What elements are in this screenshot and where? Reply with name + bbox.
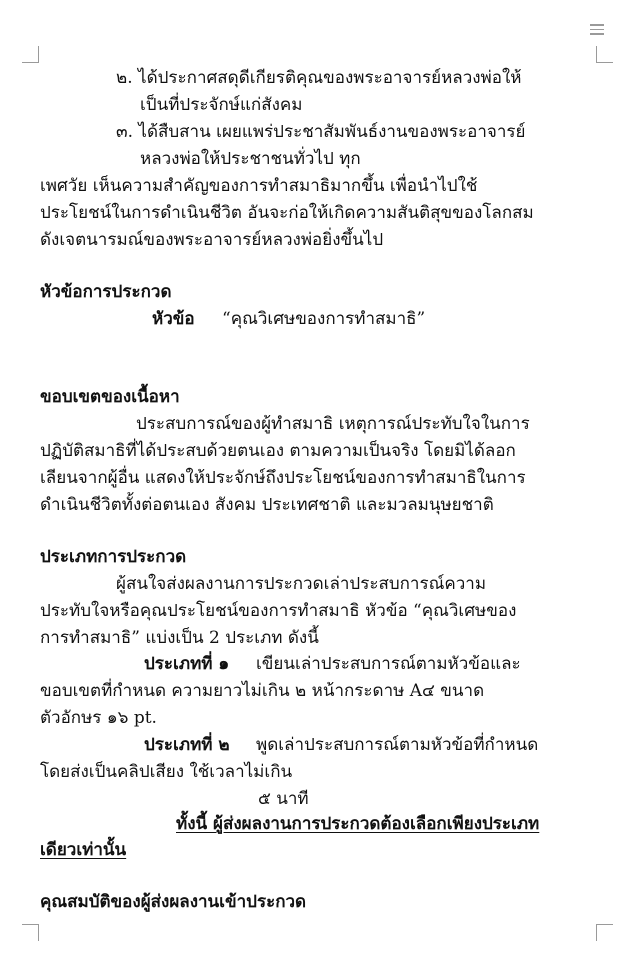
type-2-line-3: ๕ นาที (258, 789, 309, 809)
topic-value: “คุณวิเศษของการทำสมาธิ” (222, 309, 426, 329)
objective-line-5: เพศวัย เห็นความสำคัญของการทำสมาธิมากขึ้น เพื่อนำไปใช้ (40, 176, 478, 196)
type-1-line-3: ตัวอักษร ๑๖ pt. (40, 708, 157, 728)
type-intro-line-3: การทำสมาธิ” แบ่งเป็น 2 ประเภท ดังนี้ (40, 628, 319, 648)
type-1-line-2: ขอบเขตที่กำหนด ความยาวไม่เกิน ๒ หน้ากระดาษ A๔ ขนาด (40, 681, 485, 701)
scope-line-1: ประสบการณ์ของผู้ทำสมาธิ เหตุการณ์ประทับใจในการ (136, 414, 530, 434)
objective-3-line-1: ๓. ได้สืบสาน เผยแพร่ประชาสัมพันธ์งานของพระอาจารย์ (116, 122, 526, 142)
heading-qualifications: คุณสมบัติของผู้ส่งผลงานเข้าประกวด (40, 892, 307, 912)
margin-corner-bottom-right-icon (596, 924, 613, 941)
heading-content-scope: ขอบเขตของเนื้อหา (40, 387, 180, 407)
type-2-text: พูดเล่าประสบการณ์ตามหัวข้อที่กำหนด (256, 735, 539, 755)
objective-line-7: ดังเจตนารมณ์ของพระอาจารย์หลวงพ่อยิ่งขึ้นไป (40, 230, 384, 250)
note-line-1: ทั้งนี้ ผู้ส่งผลงานการประกวดต้องเลือกเพียงประเภท (176, 814, 540, 834)
type-2-label: ประเภทที่ ๒ (144, 735, 230, 755)
margin-corner-top-right-icon (596, 46, 613, 63)
margin-corner-top-left-icon (22, 46, 39, 63)
type-1-label: ประเภทที่ ๑ (144, 654, 230, 674)
type-1-text: เขียนเล่าประสบการณ์ตามหัวข้อและ (256, 654, 521, 674)
type-2-line-2: โดยส่งเป็นคลิปเสียง ใช้เวลาไม่เกิน (40, 762, 293, 782)
objective-3-line-2: หลวงพ่อให้ประชาชนทั่วไป ทุก (140, 149, 361, 169)
topic-label: หัวข้อ (152, 309, 195, 329)
heading-contest-type: ประเภทการประกวด (40, 547, 187, 567)
note-line-2: เดียวเท่านั้น (40, 840, 127, 860)
margin-corner-bottom-left-icon (22, 924, 39, 941)
objective-line-6: ประโยชน์ในการดำเนินชีวิต อันจะก่อให้เกิดความสันติสุขของโลกสม (40, 203, 534, 223)
scope-line-4: ดำเนินชีวิตทั้งต่อตนเอง สังคม ประเทศชาติ และมวลมนุษยชาติ (40, 495, 494, 515)
scope-line-2: ปฏิบัติสมาธิที่ได้ประสบด้วยตนเอง ตามความเป็นจริง โดยมิได้ลอก (40, 441, 516, 461)
heading-contest-topic: หัวข้อการประกวด (40, 282, 172, 302)
menu-icon[interactable] (590, 24, 604, 36)
objective-2-line-1: ๒. ได้ประกาศสดุดีเกียรติคุณของพระอาจารย์หลวงพ่อให้ (116, 68, 522, 88)
type-intro-line-2: ประทับใจหรือคุณประโยชน์ของการทำสมาธิ หัวข้อ “คุณวิเศษของ (40, 601, 517, 621)
scope-line-3: เลียนจากผู้อื่น แสดงให้ประจักษ์ถึงประโยชน์ของการทำสมาธิในการ (40, 468, 526, 488)
objective-2-line-2: เป็นที่ประจักษ์แก่สังคม (140, 95, 303, 115)
type-intro-line-1: ผู้สนใจส่งผลงานการประกวดเล่าประสบการณ์ความ (116, 574, 487, 594)
